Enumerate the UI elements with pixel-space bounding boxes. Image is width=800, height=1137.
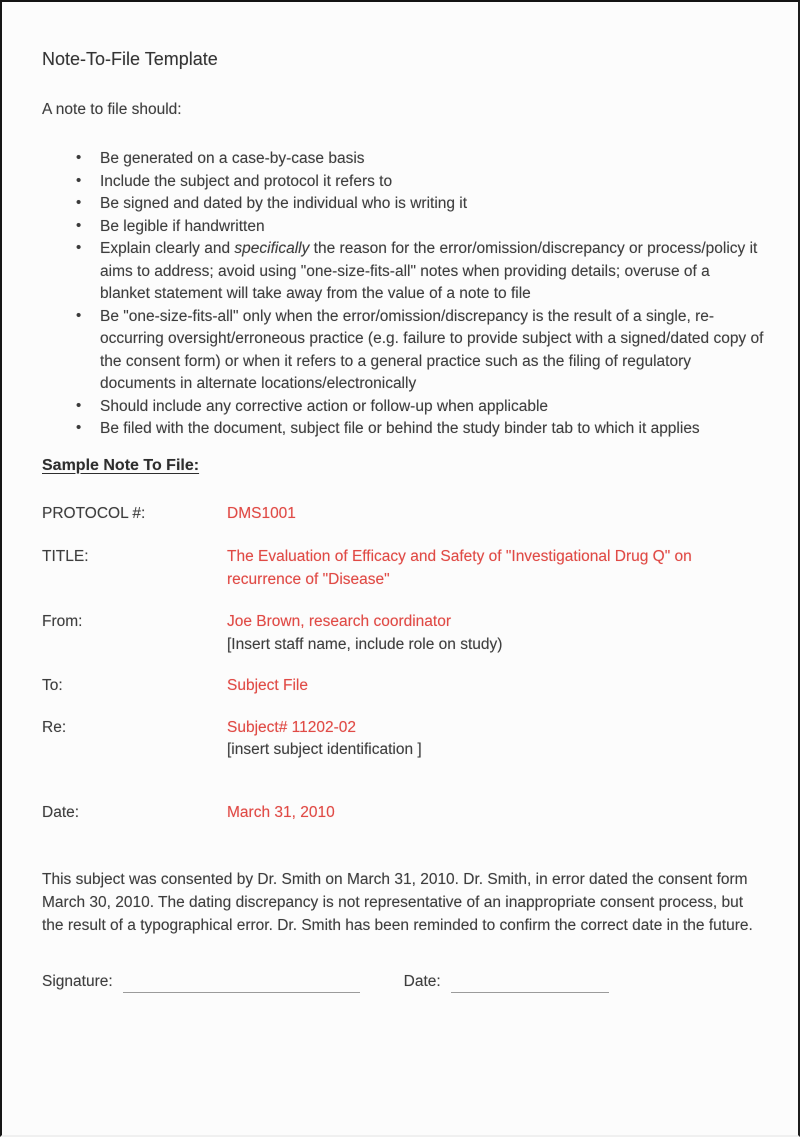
field-row-re xyxy=(42,717,764,762)
page-title: Note-To-File Template xyxy=(42,49,218,69)
re-value: Subject# 11202-02 xyxy=(227,718,356,736)
field-row-protocol xyxy=(42,503,764,526)
list-item: • Be signed and dated by the individual who is writing it xyxy=(74,193,764,216)
list-item: • Be "one-size-fits-all" only when the error/omission/discrepancy is the result of a single, re-occurring oversight/erroneous practice (e.g. failure to provide subject with a signed/dated copy of the consent form) or when it refers to a general practice such as the filing of regulatory documents in alternate locations/electronically xyxy=(74,306,764,396)
from-note: [Insert staff name, include role on study) xyxy=(227,635,503,653)
to-value: Subject File xyxy=(227,677,308,694)
title-value: The Evaluation of Efficacy and Safety of "Investigational Drug Q" on recurrence of "Disease" xyxy=(227,548,692,588)
list-item: • Explain clearly and specifically the reason for the error/omission/discrepancy or process/policy it aims to address; avoid using "one-size-fits-all" notes when providing details; overuse of a blanket statement will take away from the value of a note to file xyxy=(74,238,764,306)
title-label: TITLE: xyxy=(42,548,89,565)
protocol-value: DMS1001 xyxy=(227,504,296,522)
list-item: • Be legible if handwritten xyxy=(74,216,764,239)
from-label: From: xyxy=(42,613,83,630)
sample-note-heading: Sample Note To File: xyxy=(42,456,200,474)
re-label: Re: xyxy=(42,718,67,736)
field-row-title xyxy=(42,546,764,591)
field-row-to xyxy=(42,675,764,698)
signature-row xyxy=(42,971,764,993)
signature-blank-line xyxy=(123,977,360,993)
field-row-from xyxy=(42,611,764,656)
re-note: [insert subject identification ] xyxy=(227,741,422,758)
intro-text: A note to file should: xyxy=(42,101,182,118)
signature-label: Signature: xyxy=(42,973,113,990)
guideline-bullet-list xyxy=(42,148,764,441)
list-item: • Include the subject and protocol it refers to xyxy=(74,171,764,194)
signature-date-label: Date: xyxy=(403,973,441,990)
list-item: • Should include any corrective action or follow-up when applicable xyxy=(74,396,764,419)
sample-note-fields xyxy=(42,503,764,825)
list-item: • Be generated on a case-by-case basis xyxy=(74,148,764,171)
list-item: • Be filed with the document, subject file or behind the study binder tab to which it applies xyxy=(74,418,764,441)
explanation-paragraph: This subject was consented by Dr. Smith on March 31, 2010. Dr. Smith, in error dated the consent form March 30, 2010. The dating discrepancy is not representative of an inappropriate consent process, but the result of a typographical error. Dr. Smith has been reminded to confirm the correct date in the future. xyxy=(42,871,753,934)
date-value: March 31, 2010 xyxy=(227,803,335,821)
from-value: Joe Brown, research coordinator xyxy=(227,613,452,630)
field-row-date xyxy=(42,802,764,825)
date-label: Date: xyxy=(42,803,80,821)
to-label: To: xyxy=(42,677,63,694)
date-blank-line xyxy=(451,977,609,993)
protocol-label: PROTOCOL #: xyxy=(42,504,146,522)
